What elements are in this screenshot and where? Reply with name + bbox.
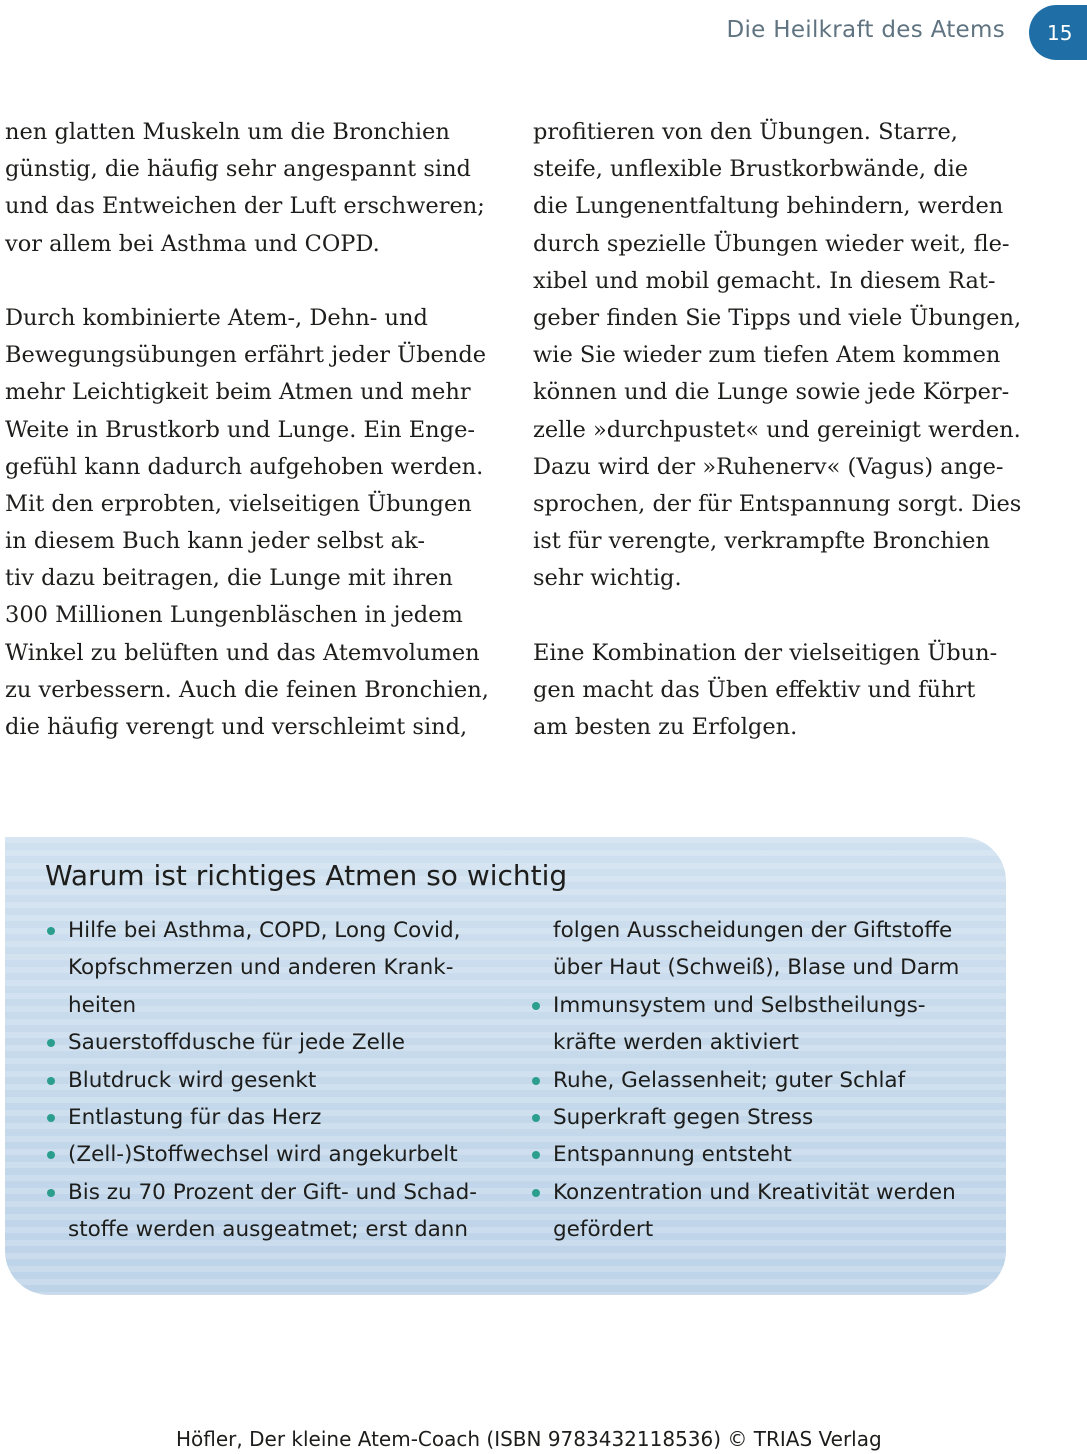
list-item <box>45 1062 515 1099</box>
list-item-continuation <box>530 1024 1000 1061</box>
info-box <box>5 837 1006 1295</box>
body-line: Bewegungsübungen erfährt jeder Übende <box>5 342 487 369</box>
list-item-text: Ruhe, Gelassenheit; guter Schlaf <box>553 1067 906 1093</box>
body-line: die Lungenentfaltung behindern, werden <box>533 193 1004 220</box>
body-line: können und die Lunge sowie jede Körper- <box>533 379 1010 406</box>
list-item-text: Immunsystem und Selbstheilungs- <box>553 992 926 1018</box>
body-line: zelle »durchpustet« und gereinigt werden. <box>533 416 1021 443</box>
list-item <box>45 1024 515 1061</box>
list-item-text: Blutdruck wird gesenkt <box>68 1067 317 1093</box>
bullet-dot-icon <box>47 927 55 935</box>
body-line: am besten zu Erfolgen. <box>533 714 798 740</box>
body-line: nen glatten Muskeln um die Bronchien <box>5 119 450 145</box>
list-item-text: über Haut (Schweiß), Blase und Darm <box>553 955 960 981</box>
list-item-text: Hilfe bei Asthma, COPD, Long Covid, <box>68 918 461 943</box>
body-line: gefühl kann dadurch aufgehoben werden. <box>5 453 484 480</box>
list-item-text: Konzentration und Kreativität werden <box>553 1179 956 1205</box>
body-line: gen macht das Üben effektiv und führt <box>533 676 976 703</box>
list-item-continuation <box>530 1211 1000 1248</box>
list-item <box>530 987 1000 1024</box>
list-item <box>45 1174 515 1211</box>
body-line: Mit den erprobten, vielseitigen Übungen <box>5 490 472 517</box>
body-line: mehr Leichtigkeit beim Atmen und mehr <box>5 379 471 406</box>
list-item-text: stoffe werden ausgeatmet; erst dann <box>68 1217 469 1243</box>
list-item-text: Entspannung entsteht <box>553 1142 792 1168</box>
list-item-continuation <box>45 987 515 1024</box>
list-item <box>530 1174 1000 1211</box>
list-item-text: Bis zu 70 Prozent der Gift- und Schad- <box>68 1179 478 1205</box>
info-box-title: Warum ist richtiges Atmen so wichtig <box>45 859 568 892</box>
list-item <box>45 912 515 949</box>
list-item <box>530 1136 1000 1173</box>
list-item <box>530 1062 1000 1099</box>
list-item-text: Entlastung für das Herz <box>68 1104 322 1130</box>
bullet-dot-icon <box>47 1114 55 1122</box>
body-line: wie Sie wieder zum tiefen Atem kommen <box>533 342 1001 369</box>
list-item-continuation <box>530 949 1000 986</box>
body-line: xibel und mobil gemacht. In diesem Rat- <box>533 267 996 294</box>
paragraph-gap <box>5 263 495 300</box>
page-number-badge <box>1029 5 1087 60</box>
list-item-text: folgen Ausscheidungen der Giftstoffe <box>553 918 953 943</box>
list-item-text: Superkraft gegen Stress <box>553 1104 814 1130</box>
bullet-dot-icon <box>47 1077 55 1085</box>
body-line: ist für verengte, verkrampfte Bronchien <box>533 528 990 555</box>
body-text-left-column <box>5 114 495 746</box>
body-line: in diesem Buch kann jeder selbst ak- <box>5 528 425 555</box>
info-box-left-list <box>45 912 515 1249</box>
bullet-dot-icon <box>47 1039 55 1047</box>
body-line: sehr wichtig. <box>533 565 682 592</box>
list-item-text: (Zell-)Stoffwechsel wird angekurbelt <box>68 1142 458 1168</box>
paragraph-gap <box>533 597 1023 634</box>
list-item-text: Kopfschmerzen und anderen Krank- <box>68 955 454 981</box>
bullet-dot-icon <box>47 1189 55 1197</box>
info-box-right-list <box>530 912 1000 1249</box>
body-line: tiv dazu beitragen, die Lunge mit ihren <box>5 565 453 592</box>
list-item-text: gefördert <box>553 1217 654 1243</box>
bullet-dot-icon <box>532 1151 540 1159</box>
list-item-continuation <box>530 912 1000 949</box>
body-line: geber finden Sie Tipps und viele Übungen, <box>533 304 1022 331</box>
body-line: Eine Kombination der vielseitigen Übun- <box>533 639 998 666</box>
list-item-continuation <box>45 1211 515 1248</box>
list-item-text: kräfte werden aktiviert <box>553 1030 799 1056</box>
list-item <box>45 1099 515 1136</box>
body-line: Durch kombinierte Atem-, Dehn- und <box>5 304 428 331</box>
body-line: Winkel zu belüften und das Atemvolumen <box>5 639 480 666</box>
list-item-continuation <box>45 949 515 986</box>
body-line: zu verbessern. Auch die feinen Bronchien, <box>5 676 489 703</box>
list-item-text: heiten <box>68 992 137 1018</box>
body-line: Dazu wird der »Ruhenerv« (Vagus) ange- <box>533 453 1004 480</box>
bullet-dot-icon <box>47 1151 55 1159</box>
body-line: und das Entweichen der Luft erschweren; <box>5 193 485 220</box>
body-line: steife, unflexible Brustkorbwände, die <box>533 156 969 183</box>
list-item-text: Sauerstoffdusche für jede Zelle <box>68 1030 406 1056</box>
bullet-dot-icon <box>532 1189 540 1197</box>
body-line: durch spezielle Übungen wieder weit, fle- <box>533 230 1010 257</box>
body-line: Weite in Brustkorb und Lunge. Ein Enge- <box>5 416 475 443</box>
bullet-dot-icon <box>532 1114 540 1122</box>
page-number: 15 <box>1047 20 1073 45</box>
list-item <box>45 1136 515 1173</box>
bullet-dot-icon <box>532 1077 540 1085</box>
chapter-title: Die Heilkraft des Atems <box>726 17 1005 43</box>
body-line: profitieren von den Übungen. Starre, <box>533 119 958 145</box>
list-item <box>530 1099 1000 1136</box>
body-text-right-column <box>533 114 1023 746</box>
bullet-dot-icon <box>532 1002 540 1010</box>
body-line: sprochen, der für Entspannung sorgt. Dies <box>533 490 1022 517</box>
footer-citation: Höfler, Der kleine Atem-Coach (ISBN 9783432118536) © TRIAS Verlag <box>176 1427 882 1451</box>
body-line: die häufig verengt und verschleimt sind, <box>5 714 468 740</box>
body-line: günstig, die häufig sehr angespannt sind <box>5 156 471 183</box>
body-line: vor allem bei Asthma und COPD. <box>5 230 380 257</box>
body-line: 300 Millionen Lungenbläschen in jedem <box>5 602 463 629</box>
